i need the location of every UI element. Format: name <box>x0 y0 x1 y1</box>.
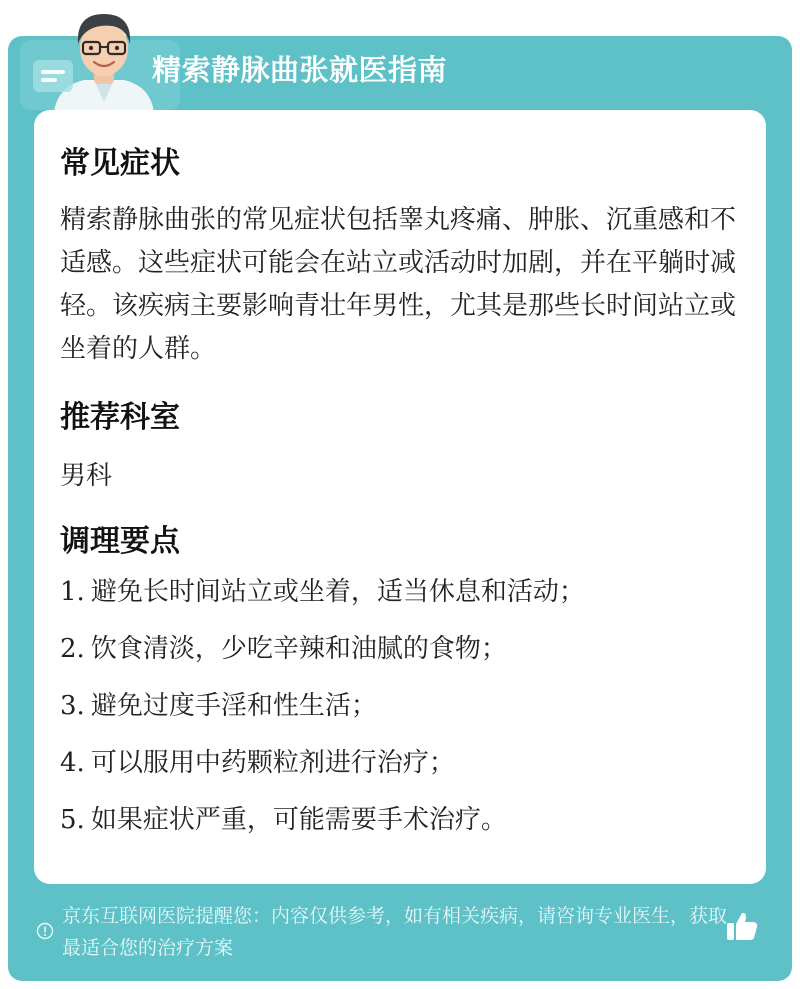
list-item-text: 避免长时间站立或坐着，适当休息和活动； <box>90 577 585 607</box>
list-item-number: 1. <box>60 577 85 607</box>
department-text: 男科 <box>60 461 113 491</box>
list-item <box>60 573 585 630</box>
symptoms-text: 精索静脉曲张的常见症状包括睾丸疼痛、肿胀、沉重感和不适感。这些症状可能会在站立或活动时加剧，并在平躺时减轻。该疾病主要影响青壮年男性，尤其是那些长时间站立或坐着的人群。 <box>60 205 737 364</box>
list-item-number: 2. <box>60 634 85 664</box>
list-item <box>60 801 585 858</box>
care-heading: 调理要点 <box>60 524 180 559</box>
list-item-text: 可以服用中药颗粒剂进行治疗； <box>90 748 455 778</box>
list-item-number: 5. <box>60 805 85 835</box>
list-item <box>60 630 585 687</box>
symptoms-heading: 常见症状 <box>60 146 180 181</box>
content-card <box>34 110 766 884</box>
thumbs-up-icon[interactable] <box>724 908 760 944</box>
department-heading: 推荐科室 <box>60 400 180 435</box>
list-item-number: 3. <box>60 691 85 721</box>
clipboard-icon <box>30 56 76 96</box>
list-item-number: 4. <box>60 748 85 778</box>
page-title: 精索静脉曲张就医指南 <box>152 53 448 87</box>
list-item-text: 饮食清淡，少吃辛辣和油腻的食物； <box>90 634 507 664</box>
list-item-text: 避免过度手淫和性生活； <box>90 691 377 721</box>
list-item <box>60 744 585 801</box>
care-list <box>60 573 585 858</box>
info-icon <box>36 922 54 940</box>
list-item <box>60 687 585 744</box>
list-item-text: 如果症状严重，可能需要手术治疗。 <box>90 805 507 835</box>
disclaimer-text: 京东互联网医院提醒您：内容仅供参考，如有相关疾病，请咨询专业医生，获取最适合您的治疗方案 <box>62 905 728 959</box>
